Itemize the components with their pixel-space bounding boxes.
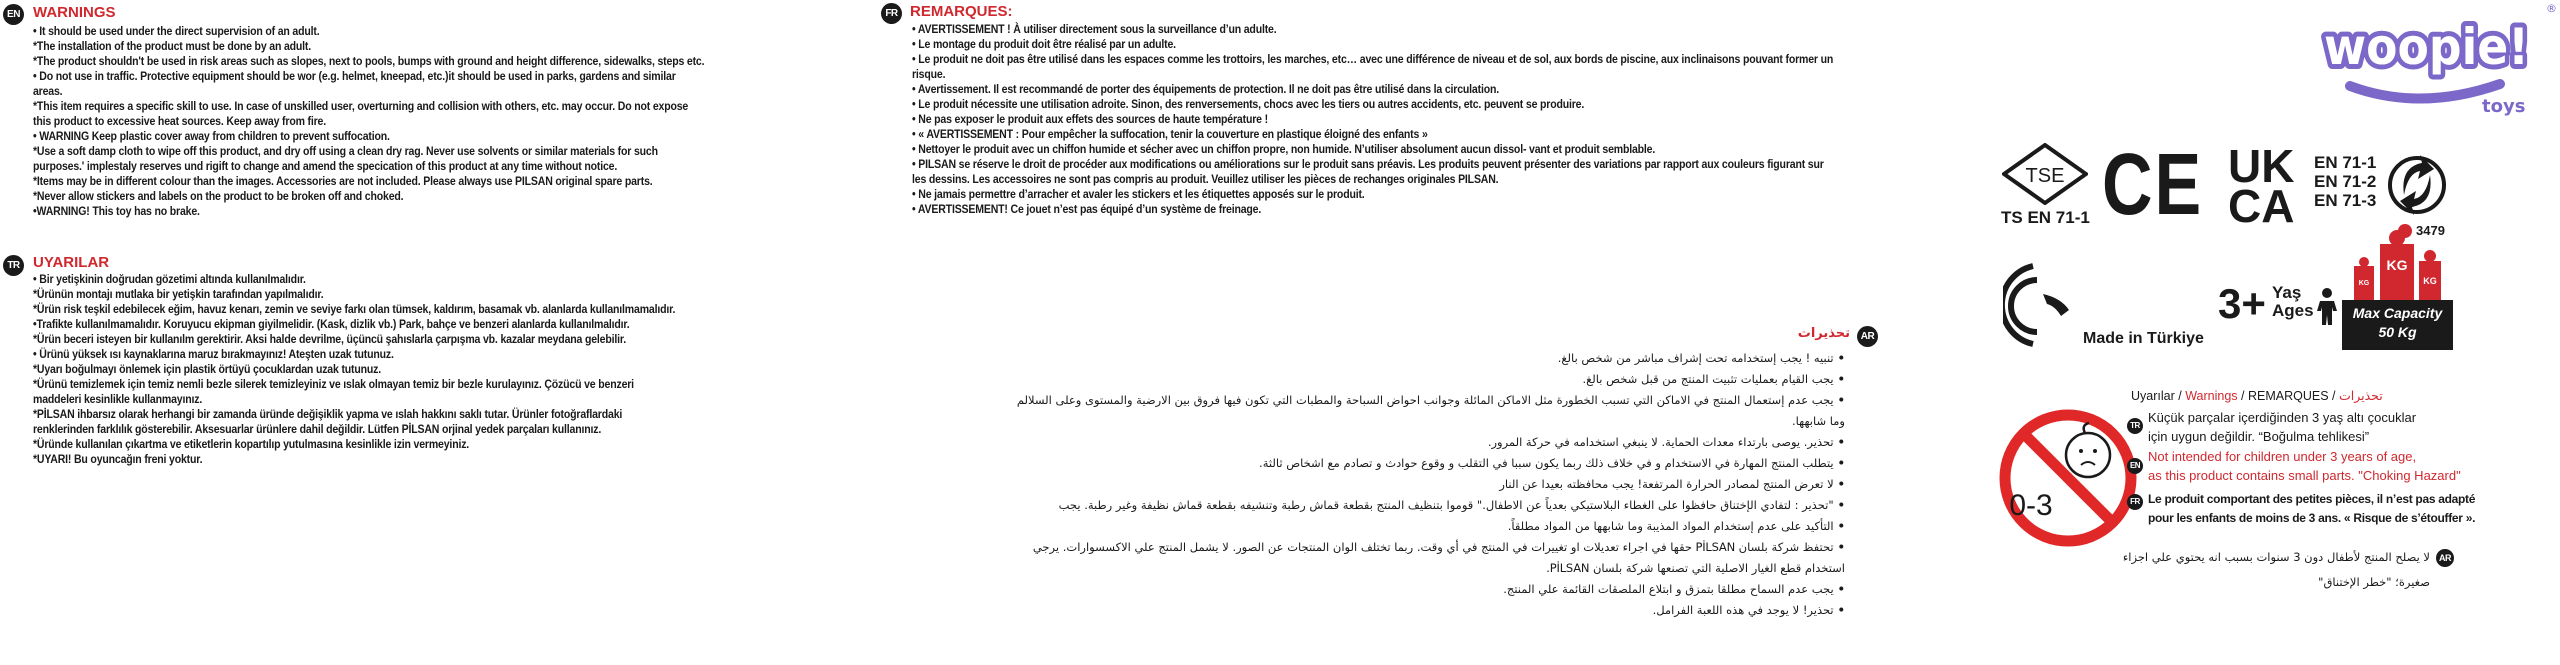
green-dot-number: 3479 [2416,223,2445,238]
tse-standard-label: TS EN 71-1 [2001,208,2090,227]
header-ar: تحذيرات [2338,388,2383,403]
list-item: • It should be used under the direct supervision of an adult. [33,24,320,38]
header-fr: / REMARQUES / [2241,389,2336,403]
child-icon [2316,287,2338,332]
ce-mark-icon: CE [2102,135,2204,233]
list-item: • يتطلب المنتج المهارة في الاستخدام و في خلاف ذلك ربما يكون سببا في التقلب و وقوع حوادث و تصادم مع اشخاص ثالثة. [1000,453,1845,474]
tse-icon [2002,143,2088,210]
choking-text-en [2148,447,2461,485]
ukca-line-1: UK [2228,140,2295,192]
english-items [33,24,705,219]
weights-icon [2342,228,2452,300]
text-line: صغيرة؛ "خطر الإختناق" [2318,575,2430,589]
list-item: *Ürünün montajı mutlaka bir yetişkin tarafından yapılmalıdır. [33,287,324,301]
list-item: • Nettoyer le produit avec un chiffon humide et sécher avec un chiffon propre, non humide. N’utiliser absolument aucun dissol- vant et produit semblable. [912,142,1656,156]
list-item: • « AVERTISSEMENT : Pour empêcher la suffocation, tenir la couverture en plastique éloigné des enfants » [912,127,1428,141]
max-capacity-value: 50 Kg [2378,324,2417,340]
list-item: • WARNING Keep plastic cover away from children to prevent suffocation. [33,129,390,143]
text-line: Le produit comportant des petites pièces, il n’est pas adapté [2148,492,2476,506]
arabic-items [1000,348,1845,621]
list-item: • Avertissement. Il est recommandé de porter des équipements de protection. Il ne doit pas être utilisé dans la circulation. [912,82,1500,96]
language-badge-ar: AR [2436,549,2454,567]
max-capacity-label: Max Capacity [2352,305,2443,321]
kg-label: KG [2358,280,2370,287]
text-line: as this product contains small parts. "Choking Hazard" [2148,468,2461,483]
ukca-mark-icon [2228,140,2295,232]
kg-label: KG [2423,276,2437,286]
age-number: 3+ [2218,280,2266,327]
list-item: • Le montage du produit doit être réalisé par un adulte. [912,37,1176,51]
age-0-3-prohibited-icon [1993,403,2143,558]
english-title: WARNINGS [33,4,116,21]
text-line: için uygun değildir. “Boğulma tehlikesi” [2148,429,2370,444]
list-item: *Use a soft damp cloth to wipe off this product, and dry off using a clean dry rag. Never use solvents or similar materials for such purposes.' implestaly reserves und rigift to change and amend the specication of this product at any time without notice. [33,144,658,173]
french-title: REMARQUES: [910,3,1013,20]
age-range-label: 0-3 [2009,489,2053,522]
green-dot-recycle-icon [2388,143,2450,232]
list-item: • Ne jamais permettre d’arracher et avaler les stickers et les étiquettes apposés sur le produit. [912,187,1365,201]
list-item: *Ürünü temizlemek için temiz nemli bezle silerek temizleyiniz ve ıslak olmayan temiz bir bezle kurulayınız. Çözücü ve benzeri maddeleri kesinlikle kullanmayınız. [33,377,634,406]
list-item: • AVERTISSEMENT! Ce jouet n’est pas équipé d’un système de freinage. [912,202,1262,216]
en-standards [2314,153,2376,210]
age-label-tr: Yaş [2272,283,2302,302]
age-labels [2272,284,2314,320]
language-badge-fr: FR [2127,494,2143,510]
list-item: •Trafikte kullanılmamalıdır. Koruyucu ekipman giyilmelidir. (Kask, dizlik vb.) Park, bahçe ve benzeri alanlarda kullanılmalıdır. [33,317,630,331]
list-item: • يجب عدم السماح مطلقا بتمزق و ابتلاع الملصقات القائمة علي المنتج. [1000,579,1845,600]
list-item: • PILSAN se réserve le droit de procéder aux modifications ou améliorations sur le produit sans préavis. Les produits peuvent présenter des variations par rapport aux couleurs figurant sur les dessins. Les accessoires ne sont pas compris au produit. Veuillez utiliser les pièces de rechanges originales PILSAN. [912,157,1824,186]
list-item: • "تحذير : لتفادي الإختناق حافظوا على الغطاء البلاستيكي بعدياً عن الاطفال." قوموا بتنظيف المنتج بقطعة قماش رطبة وتنشيفه بقطعة قماش نظيفة وغير رطبة. يجب [1000,495,1845,516]
en-standard: EN 71-1 [2314,153,2377,172]
registered-mark: ® [2546,2,2557,15]
list-item: • Le produit nécessite une utilisation adroite. Sinon, des renversements, chocs avec les tiers ou autres accidents, etc. peuvent se produire. [912,97,1585,111]
age-label-en: Ages [2272,301,2314,320]
language-badge-ar: AR [1857,326,1878,347]
made-in-turkey-icon [2003,260,2078,355]
arabic-title: تحذيرات [1797,326,1850,341]
list-item: • تحذير. يوصى بارتداء معدات الحماية. لا ينبغي استخدامه في حركة المرور. [1000,432,1845,453]
turkish-title: UYARILAR [33,254,110,271]
made-in-label: Made in Türkiye [2083,330,2204,347]
list-item: • تحذير! لا يوجد في هذه اللعبة الفرامل. [1000,600,1845,621]
language-badge-tr: TR [2127,418,2143,434]
language-badge-tr: TR [3,255,24,276]
list-item: • يجب القيام بعمليات تثبيت المنتج من قبل شخص بالغ. [1000,369,1845,390]
list-item: *PİLSAN ihbarsız olarak herhangi bir zamanda üründe değişiklik yapma ve ıslah hakkını saklı tutar. Ürünler fotoğraflardaki renklerinden farklılık gösterebilir. Aksesuarlar ürünlere dahil değildir. Lütfen PİLSAN orjinal yedek parçaları kullanınız. [33,407,623,436]
language-badge-en: EN [2127,458,2143,474]
list-item: • AVERTISSEMENT ! À utiliser directement sous la surveillance d’un adulte. [912,22,1277,36]
ukca-line-2: CA [2228,180,2295,232]
text-line: لا يصلح المنتج لأطفال دون 3 سنوات بسبب انه يحتوي علي اجزاء [2122,550,2430,564]
max-capacity-box [2342,300,2453,350]
header-tr: Uyarılar / [2131,389,2182,403]
turkish-items [33,272,679,467]
list-item: • Do not use in traffic. Protective equipment should be wor (e.g. helmet, kneepad, etc.)it should be used in parks, gardens and similar areas. [33,69,676,98]
list-item: • Bir yetişkinin doğrudan gözetimi altında kullanılmalıdır. [33,272,306,286]
french-items [912,22,1839,217]
list-item: • Ürünü yüksek ısı kaynaklarına maruz bırakmayınız! Ateşten uzak tutunuz. [33,347,394,361]
list-item: *Never allow stickers and labels on the product to be broken off and choked. [33,189,404,203]
list-item: *The installation of the product must be done by an adult. [33,39,312,53]
list-item: • تنبيه ! يجب إستخدامه تحت إشراف مباشر من شخص بالغ. [1000,348,1845,369]
list-item: •WARNING! This toy has no brake. [33,204,200,218]
list-item: *Üründe kullanılan çıkartma ve etiketlerin kopartılıp yutulmasına kesinlikle izin vermeyiniz. [33,437,470,451]
choking-header [2131,388,2383,403]
choking-text-fr [2148,490,2475,528]
kg-label: KG [2386,257,2408,273]
list-item: • تحتفظ شركة بلسان PİLSAN حقها في اجراء تعديلات او تغييرات في المنتج في أي وقت. ربما تختلف الوان المنتجات عن الصور. لا يشمل المنتج علي الاكسسوارات. يرجي استخدام قطع الغيار الاصلية التي تصنعها شركة بلسان PİLSAN. [1000,537,1845,579]
header-en: Warnings [2185,389,2238,403]
list-item: *The product shouldn't be used in risk areas such as slopes, next to pools, bumps with ground and height difference, sidewalks, steps etc. [33,54,705,68]
list-item: *UYARI! Bu oyuncağın freni yoktur. [33,452,203,466]
tse-mark-text: TSE [2025,165,2065,187]
logo-subtext: toys [2482,96,2526,117]
list-item: • Le produit ne doit pas être utilisé dans les espaces comme les trottoirs, les marches, etc… avec une différence de niveau et de sol, aux bords de piscine, aux inclinaisons pouvant former un risque. [912,52,1834,81]
list-item: *Items may be in different colour than the images. Accessories are not included. Please always use PILSAN original spare parts. [33,174,653,188]
woopie-logo [2310,0,2560,118]
text-line: Not intended for children under 3 years of age, [2148,449,2417,464]
list-item: • Ne pas exposer le produit aux effets des sources de haute température ! [912,112,1268,126]
list-item: *Uyarı boğulmayı önlemek için plastik örtüyü çocuklardan uzak tutunuz. [33,362,382,376]
language-badge-fr: FR [881,3,902,24]
language-badge-en: EN [3,4,24,25]
logo-text: woopie! [2324,18,2529,76]
list-item: *This item requires a specific skill to use. In case of unskilled user, overturning and collision with others, etc. may occur. Do not expose this product to excessive heat sources. Keep away from fire. [33,99,689,128]
en-standard: EN 71-2 [2314,172,2377,191]
en-standard: EN 71-3 [2314,191,2377,210]
choking-text-ar [2040,545,2430,595]
list-item: • يجب عدم إستعمال المنتج في الاماكن التي تسبب الخطورة مثل الاماكن المائلة وجوانب احواض السباحة والمطبات التي تكون فيها فروق بين الارضية والمستوى وعلى السلالم وما شابهها. [1000,390,1845,432]
list-item: *Ürün risk teşkil edebilecek eğim, havuz kenarı, zemin ve seviye farkı olan tümsek, kaldırım, basamak vb. alanlarda kullanılmamalıdır. [33,302,676,316]
text-line: Küçük parçalar içerdiğinden 3 yaş altı çocuklar [2148,410,2417,425]
list-item: • لا تعرض المنتج لمصادر الحرارة المرتفعة! يجب محافظته بعيدا عن النار [1000,474,1845,495]
choking-text-tr [2148,408,2416,446]
list-item: • التأكيد على عدم إستخدام المواد المذيبة وما شابهها من المواد مطلقاً. [1000,516,1845,537]
list-item: *Ürün beceri isteyen bir kullanılm gerektirir. Aksi halde devrilme, üçüncü şahıslarla çarpışma vb. kazalar meydana gelebilir. [33,332,626,346]
text-line: pour les enfants de moins de 3 ans. « Risque de s’étouffer ». [2148,511,2476,525]
